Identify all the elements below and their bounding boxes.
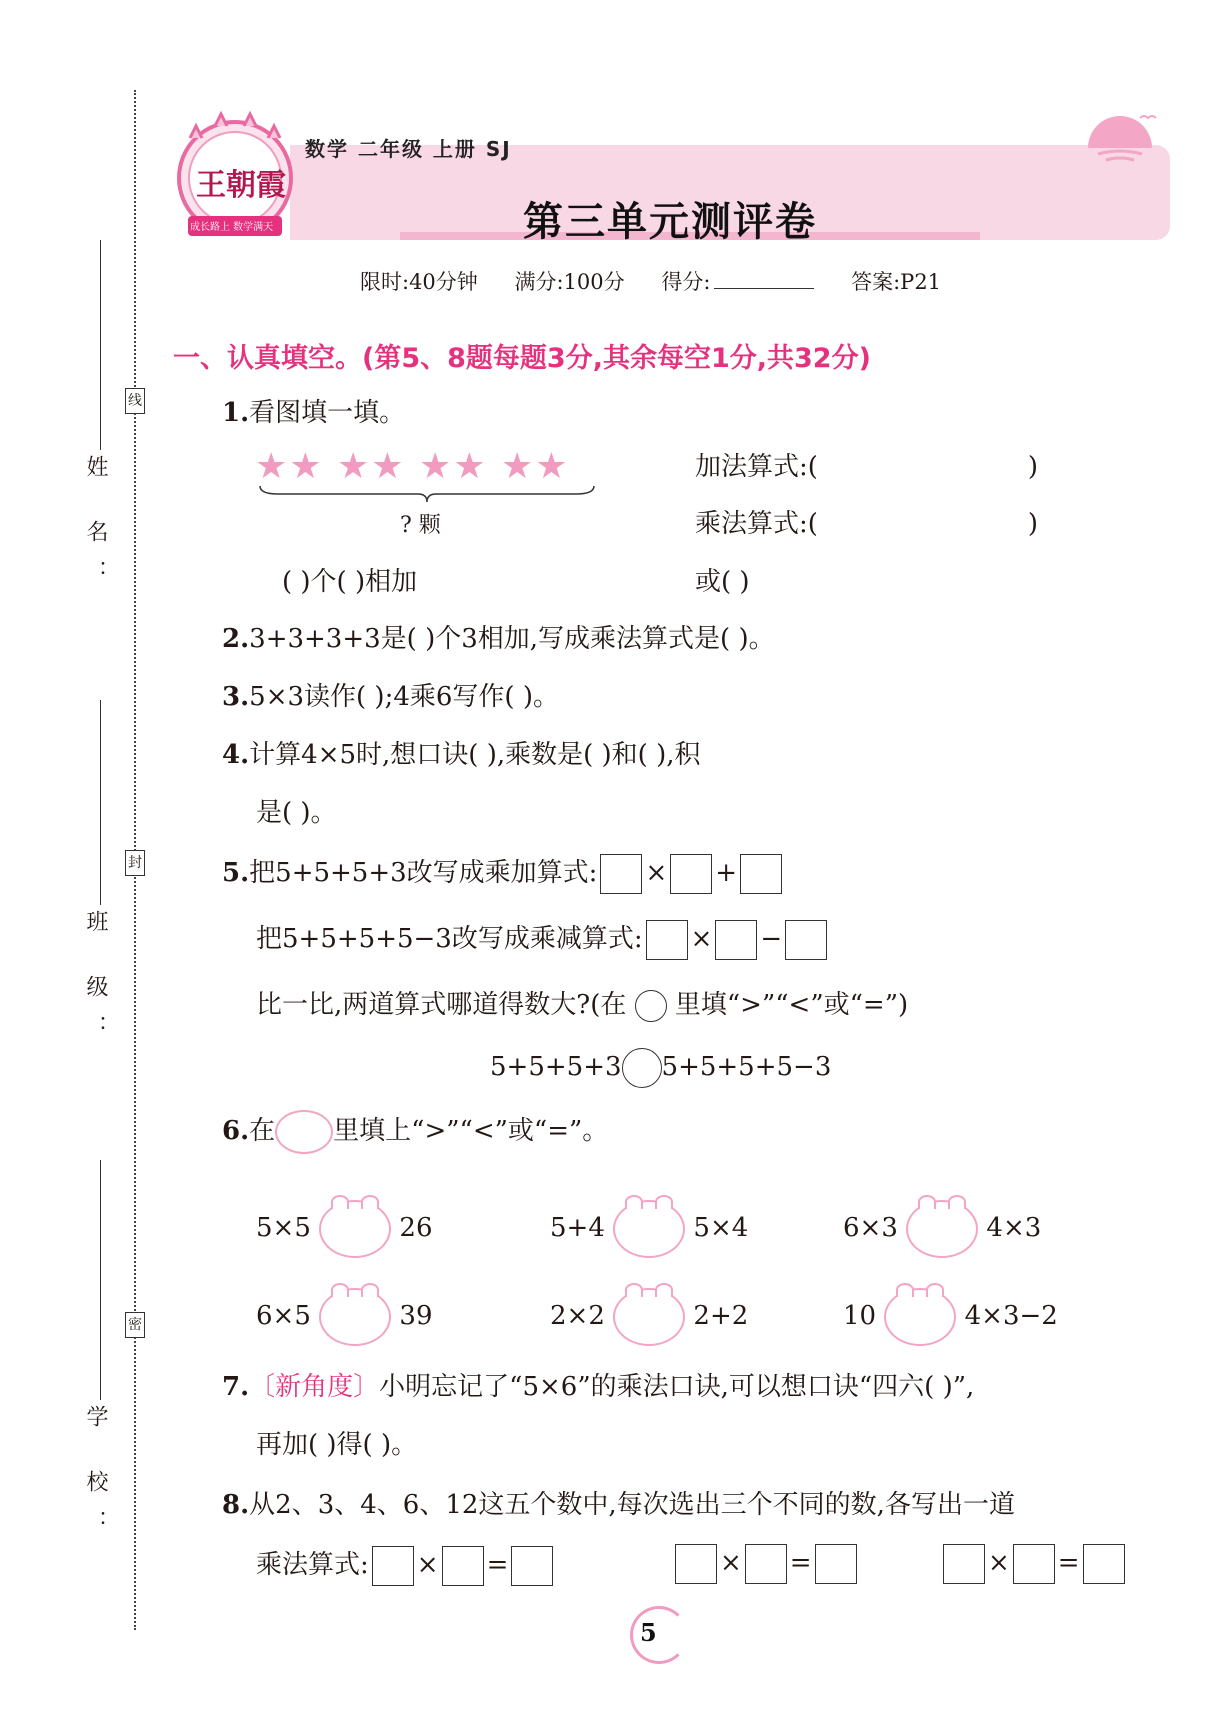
- compare-left: 5×5: [256, 1213, 311, 1243]
- answer-box[interactable]: [675, 1544, 717, 1584]
- question-5-line2: [256, 918, 830, 960]
- question-6: [222, 1110, 608, 1154]
- question-text: 里填“>”“<”或“=”): [674, 990, 909, 1020]
- compare-left: 2×2: [550, 1301, 605, 1331]
- new-angle-tag: 〔新角度〕: [249, 1372, 380, 1402]
- answer-box[interactable]: [646, 920, 688, 960]
- compare-oval[interactable]: [884, 1288, 956, 1346]
- logo-ribbon: 成长路上 数学满天: [190, 222, 274, 233]
- question-2: [222, 618, 775, 655]
- answer-box[interactable]: [372, 1546, 414, 1586]
- answer-box[interactable]: [943, 1544, 985, 1584]
- compare-right: 26: [399, 1213, 433, 1243]
- circle-icon: [635, 990, 667, 1022]
- question-text: 5×3读作( );4乘6写作( )。: [249, 682, 559, 712]
- question-8-answers-2: [672, 1544, 860, 1584]
- compare-right: 4×3: [986, 1213, 1042, 1243]
- question-4: [222, 734, 700, 771]
- compare-oval[interactable]: [319, 1288, 391, 1346]
- compare-circle[interactable]: [622, 1048, 662, 1088]
- question-number: 8.: [222, 1490, 250, 1520]
- question-text: 乘法算式:: [256, 1550, 369, 1580]
- answer-box[interactable]: [511, 1546, 553, 1586]
- question-text: 把5+5+5+5−3改写成乘减算式:: [256, 924, 643, 954]
- brace-icon: [258, 484, 596, 504]
- equals-sign: =: [789, 1548, 812, 1578]
- compare-left: 6×5: [256, 1301, 311, 1331]
- question-number: 6.: [222, 1116, 250, 1146]
- compare-oval[interactable]: [613, 1200, 685, 1258]
- subject-line: 数学 二年级 上册 SJ: [305, 137, 512, 161]
- close-paren: ): [1027, 452, 1039, 482]
- minus-sign: −: [760, 924, 783, 954]
- question-text: 看图填一填。: [249, 398, 406, 428]
- page-number: 5: [640, 1618, 657, 1647]
- answer-box[interactable]: [785, 920, 827, 960]
- question-3: [222, 676, 559, 713]
- question-number: 7.: [222, 1372, 250, 1402]
- page-number-decoration-icon: [630, 1606, 688, 1664]
- compare-right: 5×4: [693, 1213, 749, 1243]
- cut-mark-secret: 密: [125, 1312, 145, 1338]
- answer-box[interactable]: [1083, 1544, 1125, 1584]
- compare-right: 39: [399, 1301, 433, 1331]
- times-sign: ×: [720, 1548, 742, 1578]
- answer-box[interactable]: [442, 1546, 484, 1586]
- compare-oval[interactable]: [906, 1200, 978, 1258]
- class-field[interactable]: [100, 700, 101, 905]
- sunset-decoration-icon: [1080, 108, 1160, 168]
- compare-left: 5+4: [550, 1213, 605, 1243]
- compare-oval[interactable]: [613, 1288, 685, 1346]
- question-8: [222, 1484, 1015, 1521]
- brace-label: ? 颗: [400, 513, 441, 538]
- compare-item: [843, 1200, 1041, 1258]
- times-sign: ×: [988, 1548, 1010, 1578]
- star-groups: ★★ ★★ ★★ ★★: [255, 446, 570, 487]
- school-label: 学 校：: [83, 1405, 108, 1550]
- exam-info: [360, 266, 967, 296]
- compare-oval[interactable]: [319, 1200, 391, 1258]
- question-text: 把5+5+5+3改写成乘加算式:: [249, 858, 598, 888]
- compare-right: 4×3−2: [964, 1301, 1058, 1331]
- plus-sign: +: [715, 858, 738, 888]
- question-7: [222, 1366, 974, 1403]
- comparison-left: 5+5+5+3: [490, 1052, 622, 1082]
- q1-sub-a: ( )个( )相加: [282, 567, 418, 597]
- answer-box[interactable]: [815, 1544, 857, 1584]
- equals-sign: =: [1057, 1548, 1080, 1578]
- compare-right: 2+2: [693, 1301, 749, 1331]
- cut-mark-line: 线: [125, 388, 145, 414]
- question-1: [222, 392, 405, 429]
- question-text: 从2、3、4、6、12这五个数中,每次选出三个不同的数,各写出一道: [249, 1490, 1015, 1520]
- section-title: 一、认真填空。(第5、8题每题3分,其余每空1分,共32分): [173, 343, 871, 374]
- question-text: 小明忘记了“5×6”的乘法口诀,可以想口诀“四六( )”,: [379, 1372, 975, 1402]
- school-field[interactable]: [100, 1160, 101, 1400]
- score-field[interactable]: [714, 270, 814, 289]
- compare-item: [256, 1288, 433, 1346]
- question-5: [222, 852, 785, 894]
- answer-box[interactable]: [715, 920, 757, 960]
- comparison-right: 5+5+5+5−3: [661, 1052, 832, 1082]
- pink-oval-icon: [275, 1110, 333, 1154]
- times-sign: ×: [690, 924, 713, 954]
- question-text: 比一比,两道算式哪道得数大?(在: [256, 990, 627, 1020]
- question-number: 4.: [222, 740, 250, 770]
- multiplication-expression: [695, 503, 1038, 540]
- class-label: 班 级：: [83, 910, 108, 1055]
- compare-item: [843, 1288, 1058, 1346]
- question-8-answers: [256, 1544, 556, 1586]
- score-label: 得分:: [661, 270, 711, 294]
- question-number: 2.: [222, 624, 250, 654]
- question-number: 1.: [222, 398, 250, 428]
- question-5-line3: [256, 984, 908, 1022]
- multiplication-label: 乘法算式:(: [695, 509, 818, 539]
- answer-ref: 答案:P21: [851, 270, 942, 294]
- question-text: 3+3+3+3是( )个3相加,写成乘法算式是( )。: [249, 624, 775, 654]
- answer-box[interactable]: [745, 1544, 787, 1584]
- answer-box[interactable]: [740, 854, 782, 894]
- addition-expression: [695, 446, 1038, 483]
- question-text: 在: [249, 1116, 276, 1146]
- question-8-answers-3: [940, 1544, 1128, 1584]
- question-4-cont: 是( )。: [256, 798, 337, 828]
- logo-text: 王朝霞: [196, 168, 286, 203]
- answer-box[interactable]: [600, 854, 642, 894]
- question-text: 计算4×5时,想口诀( ),乘数是( )和( ),积: [249, 740, 701, 770]
- close-paren: ): [1027, 509, 1039, 539]
- full-score: 满分:100分: [514, 270, 625, 294]
- times-sign: ×: [645, 858, 668, 888]
- q1-sub-b: 或( ): [695, 567, 750, 597]
- name-label: 姓 名：: [83, 455, 108, 600]
- time-limit: 限时:40分钟: [360, 270, 478, 294]
- addition-label: 加法算式:(: [695, 452, 818, 482]
- question-number: 3.: [222, 682, 250, 712]
- question-number: 5.: [222, 858, 250, 888]
- question-7-cont: 再加( )得( )。: [256, 1430, 418, 1460]
- comparison-row: [490, 1048, 831, 1088]
- compare-left: 6×3: [843, 1213, 898, 1243]
- answer-box[interactable]: [1013, 1544, 1055, 1584]
- name-field[interactable]: [100, 240, 101, 450]
- equals-sign: =: [486, 1550, 509, 1580]
- compare-item: [256, 1200, 433, 1258]
- times-sign: ×: [416, 1550, 439, 1580]
- compare-item: [550, 1288, 748, 1346]
- page-title: 第三单元测评卷: [523, 199, 817, 245]
- compare-item: [550, 1200, 748, 1258]
- answer-box[interactable]: [670, 854, 712, 894]
- compare-left: 10: [843, 1301, 877, 1331]
- cut-mark-seal: 封: [125, 850, 145, 876]
- question-text: 里填上“>”“<”或“=”。: [333, 1116, 609, 1146]
